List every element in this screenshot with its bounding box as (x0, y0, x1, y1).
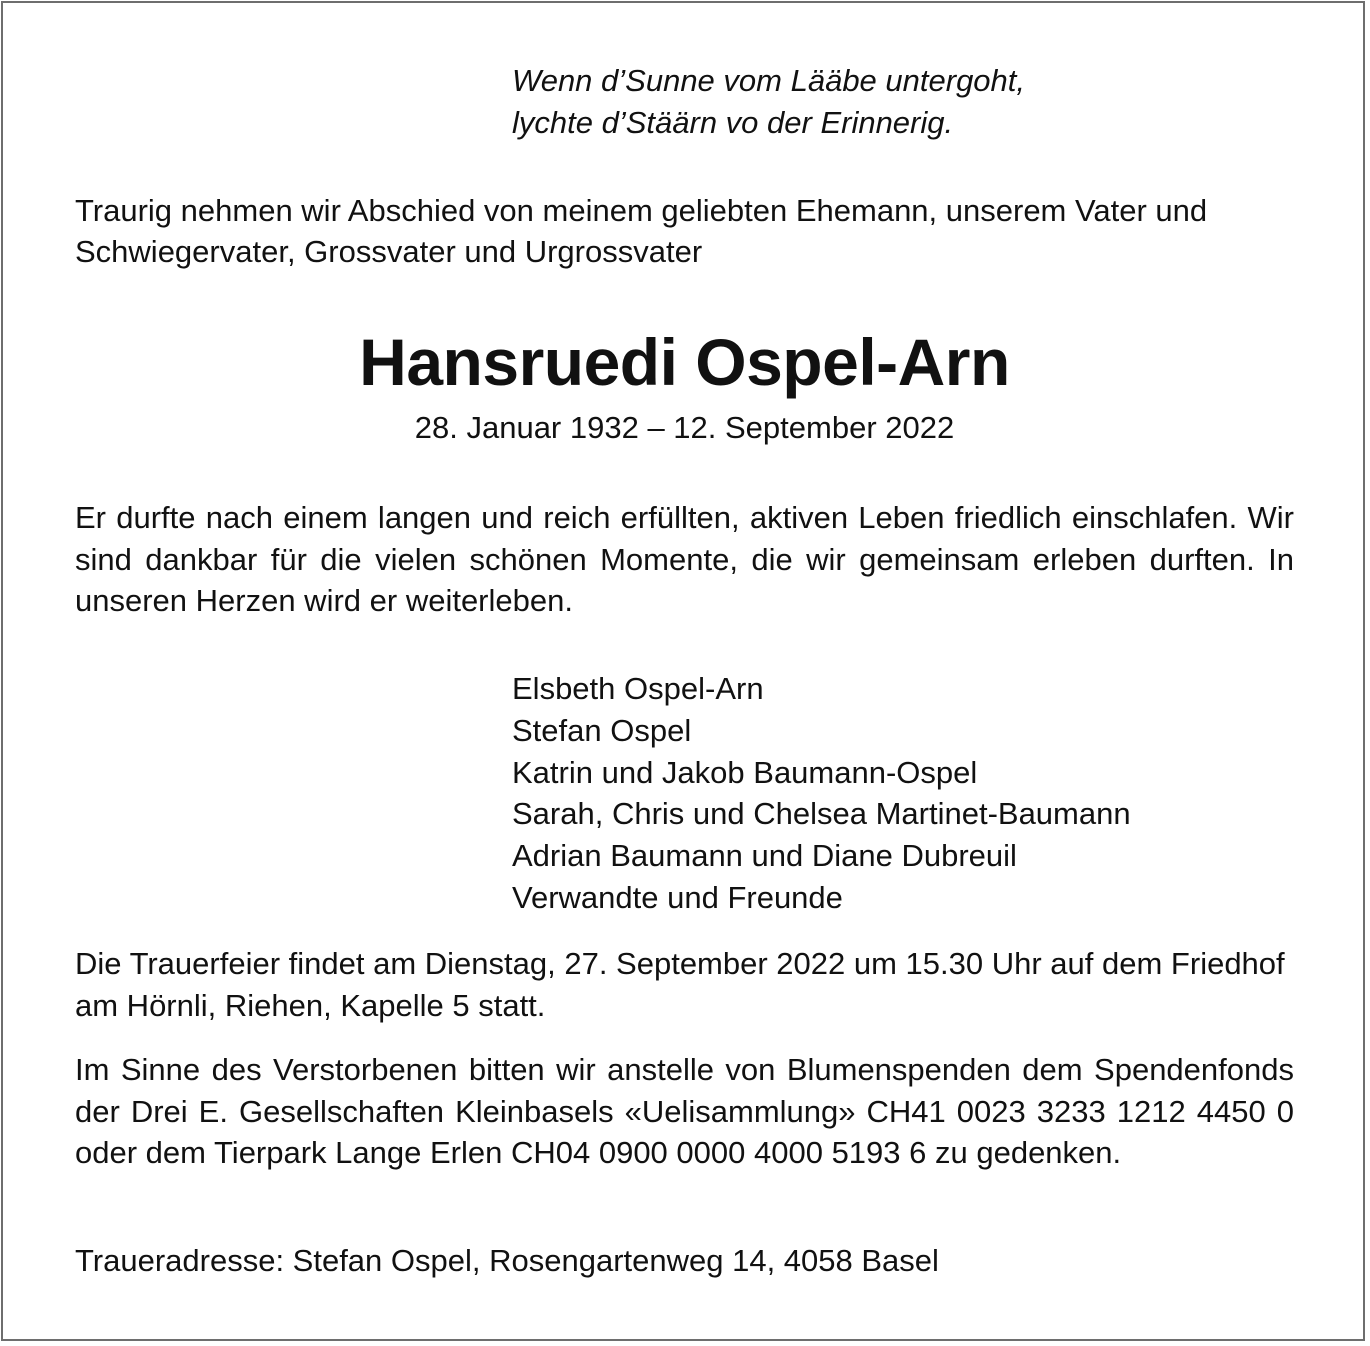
family-list (512, 668, 1131, 919)
family-member: Katrin und Jakob Baumann-Ospel (512, 754, 978, 790)
motto-line-1: Wenn d’Sunne vom Lääbe untergoht, (512, 63, 1026, 98)
family-member: Sarah, Chris und Chelsea Martinet-Baumann (512, 796, 1131, 832)
family-member: Verwandte und Freunde (512, 879, 843, 915)
life-dates: 28. Januar 1932 – 12. September 2022 (414, 410, 955, 445)
body-text: Er durfte nach einem langen und reich erfüllten, aktiven Leben friedlich einschlafen. Wir sind dankbar für die vielen schönen Momente, die wir gemeinsam erleben durften. In unseren Herzen wird er weiterleben. (75, 500, 1294, 618)
intro-text: Traurig nehmen wir Abschied von meinem geliebten Ehemann, unserem Vater und Schwiegervater, Grossvater und Urgrossvater (75, 193, 1208, 269)
motto-line-2: lychte d’Stäärn vo der Erinnerig. (512, 105, 954, 140)
deceased-name: Hansruedi Ospel-Arn (359, 325, 1010, 399)
motto-verse (512, 60, 1025, 144)
family-member: Adrian Baumann und Diane Dubreuil (512, 838, 1017, 874)
family-member: Elsbeth Ospel-Arn (512, 671, 764, 706)
service-info: Die Trauerfeier findet am Dienstag, 27. September 2022 um 15.30 Uhr auf dem Friedhof am Hörnli, Riehen, Kapelle 5 statt. (75, 946, 1285, 1023)
donation-info: Im Sinne des Verstorbenen bitten wir anstelle von Blumenspenden dem Spendenfonds der Drei E. Gesellschaften Kleinbasels «Uelisammlung» CH41 0023 3233 1212 4450 0 oder dem Tierpark Lange Erlen CH04 0900 0000 4000 5193 6 zu gedenken. (75, 1052, 1294, 1170)
mourning-address: Traueradresse: Stefan Ospel, Rosengartenweg 14, 4058 Basel (75, 1243, 939, 1278)
family-member: Stefan Ospel (512, 712, 692, 748)
